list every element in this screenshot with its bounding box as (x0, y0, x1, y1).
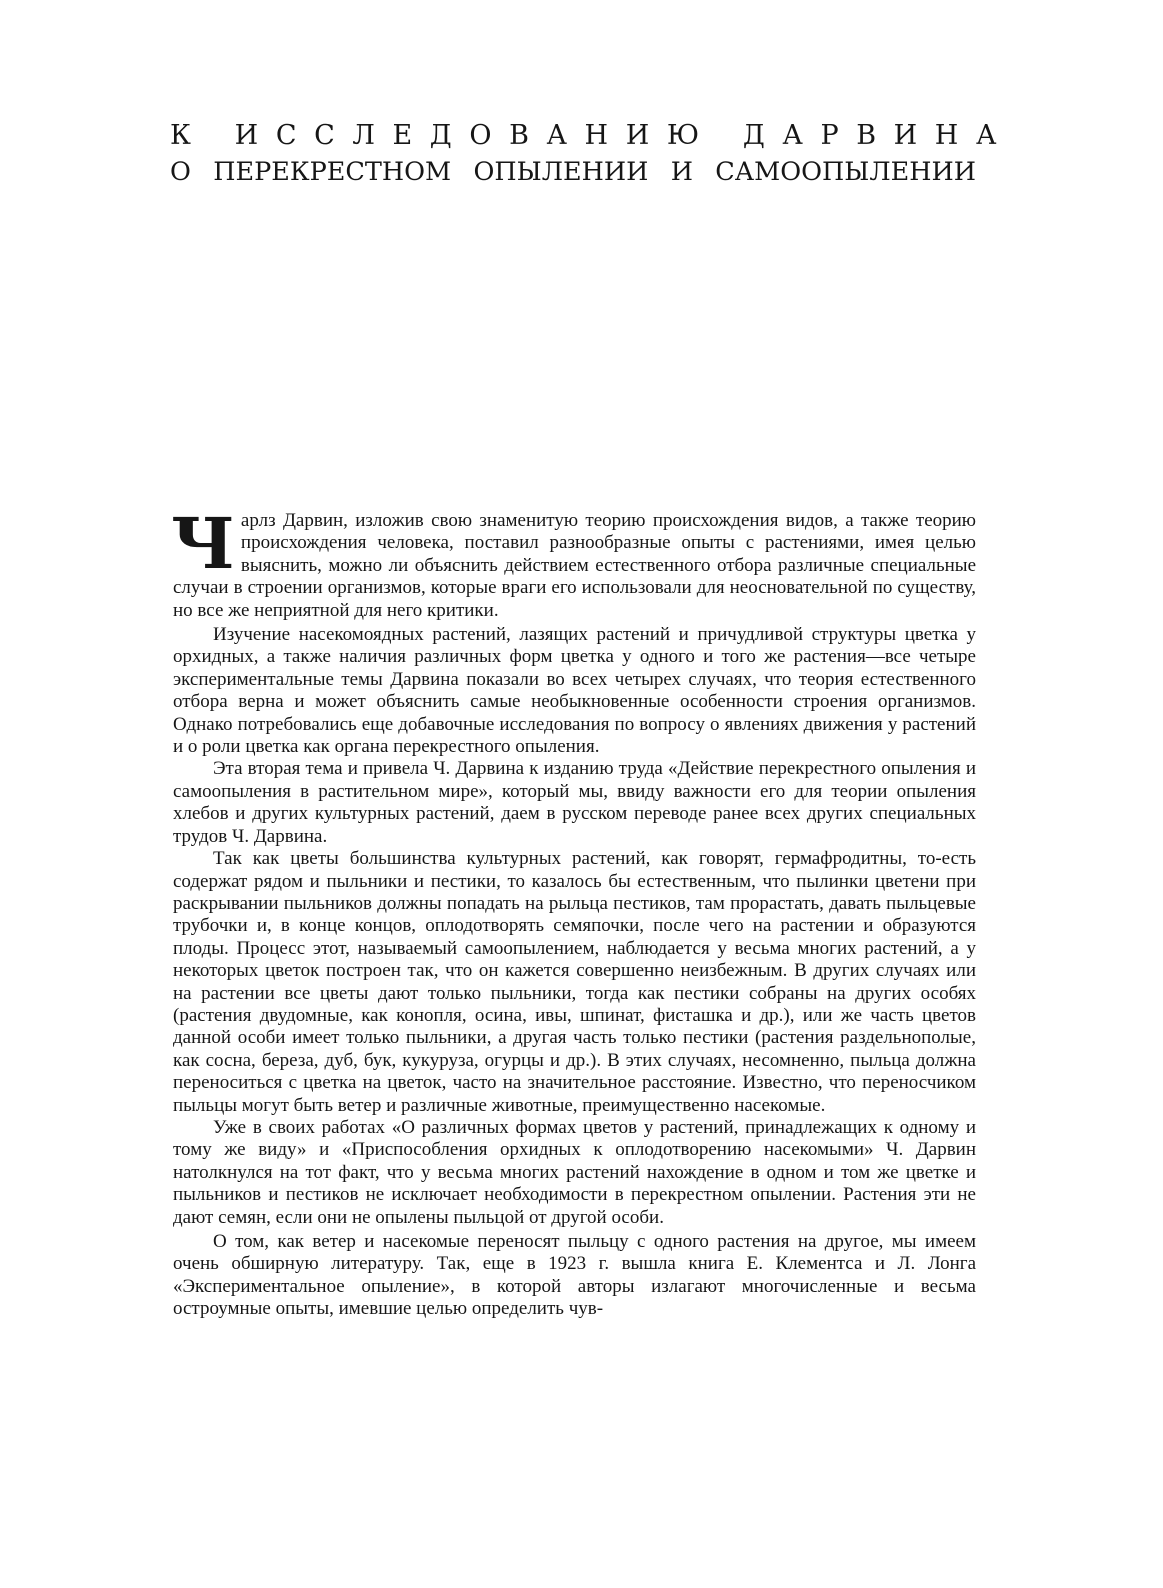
paragraph-2: Изучение насекомоядных растений, лазящих растений и причудливой структуры цветка у орхидных, а также наличия различных форм цветка у одного и того же растения—все четыре экспериментальные темы Дарвина показали во всех четырех случаях, что теория естественного отбора верна и может объяснить самые необыкновенные особенности строения организмов. Однако потребовались еще добавочные исследования по вопросу о явлениях движения у растений и о роли цветка как органа перекрестного опыления. (173, 624, 976, 758)
title-line-1: К ИССЛЕДОВАНИЮ ДАРВИНА (170, 120, 1014, 151)
paragraph-6: О том, как ветер и насекомые переносят пыльцу с одного растения на другое, мы имеем очень обширную литературу. Так, еще в 1923 г. вышла книга Е. Клементса и Л. Лонга «Экспериментальное опыление», в которой авторы излагают многочисленные и весьма остроумные опыты, имевшие целью определить чув- (173, 1231, 976, 1320)
title-word: И (670, 157, 693, 187)
paragraph-5: Уже в своих работах «О различных формах цветов у растений, принадлежащих к одному и тому же виду» и «Приспособления орхидных к оплодотворению насекомыми» Ч. Дарвин натолкнулся на тот факт, что у весьма многих растений нахождение в одном и том же цветке и пыльников и пестиков не исключает необходимости в перекрестном опылении. Растения эти не дают семян, если они не опылены пыльцой от другой особи. (173, 1116, 976, 1228)
paragraph-3: Эта вторая тема и привела Ч. Дарвина к изданию труда «Действие перекрестного опыления и самоопыления в растительном мире», который мы, ввиду важности его для теории опыления хлебов и других культурных растений, даем в русском переводе ранее всех других специальных трудов Ч. Дарвина. (173, 758, 976, 847)
article-body (171, 502, 976, 1321)
paragraph-text: арлз Дарвин, изложив свою знаменитую теорию происхождения видов, а также теорию происхождения человека, поставил разнообразные опыты с растениями, имея целью выяснить, можно ли объяснить действием естественного отбора различные специальные случаи в строении организмов, которые враги его использовали для неосновательной по существу, но все же неприятной для него критики. (173, 510, 976, 621)
title-word: ПЕРЕКРЕСТНОМ (213, 157, 452, 187)
title-word: САМООПЫЛЕНИИ (715, 157, 976, 187)
article-title (170, 118, 1014, 190)
title-word: О (170, 157, 191, 187)
title-word: ОПЫЛЕНИИ (473, 157, 649, 187)
paragraph-1 (171, 502, 976, 622)
drop-cap: Ч (171, 502, 235, 585)
paragraph-4: Так как цветы большинства культурных растений, как говорят, гермафродитны, то-есть содержат рядом и пыльники и пестики, то казалось бы естественным, что пылинки цветени при раскрывании пыльников должны попадать на рыльца пестиков, там прорастать, давать пыльцевые трубочки и, в конце концов, оплодотворять семяпочки, после чего на растении и образуются плоды. Процесс этот, называемый самоопылением, наблюдается у весьма многих растений, а у некоторых цветок построен так, что он кажется совершенно неизбежным. В других случаях или на растении все цветы дают только пыльники, тогда как пестики собраны на других особях (растения двудомные, как конопля, осина, ивы, шпинат, фисташка и др.), или же часть цветов данной особи имеет только пыльники, а другая часть только пестики (растения раздельнополые, как сосна, береза, дуб, бук, кукуруза, огурцы и др.). В этих случаях, несомненно, пыльца должна переноситься с цветка на цветок, часто на значительное расстояние. Известно, что переносчиком пыльцы могут быть ветер и различные животные, преимущественно насекомые. (173, 848, 976, 1116)
title-line-2 (170, 154, 976, 190)
